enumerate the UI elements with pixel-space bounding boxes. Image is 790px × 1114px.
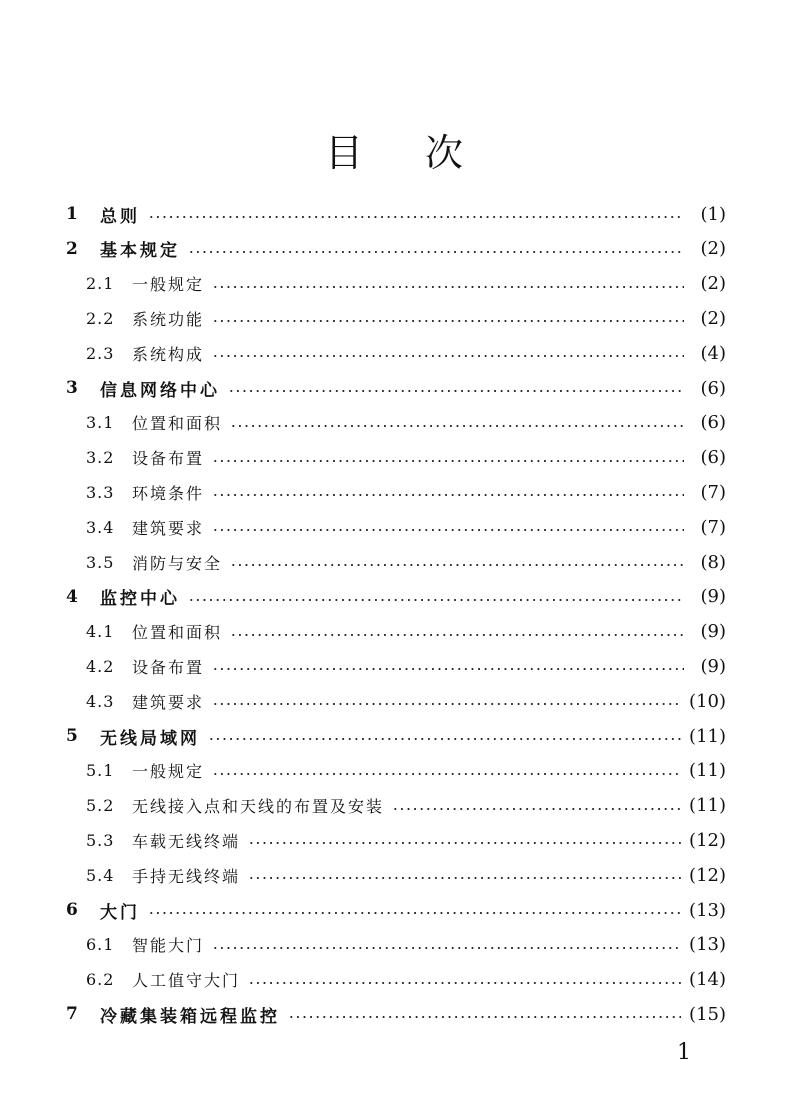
toc-entry-label: 一般规定 xyxy=(132,762,205,782)
toc-entry-label: 无线局域网 xyxy=(100,728,200,749)
toc-entry-page: (2) xyxy=(700,273,726,295)
toc-entry-number: 3.1 xyxy=(86,413,115,433)
toc-entry-page: (12) xyxy=(689,864,726,886)
dot-leader xyxy=(212,667,684,671)
toc-chapter-entry xyxy=(66,371,726,405)
toc-entry-label: 消防与安全 xyxy=(132,553,223,573)
toc-section-entry xyxy=(86,963,726,997)
toc-entry-number: 4 xyxy=(66,586,78,607)
toc-entry-number: 3.3 xyxy=(86,482,115,502)
toc-entry-number: 2.3 xyxy=(86,343,115,363)
toc-entry-page: (15) xyxy=(689,1003,726,1025)
toc-entry-label: 智能大门 xyxy=(132,936,205,956)
toc-entry-label: 一般规定 xyxy=(132,275,205,295)
toc-entry-label: 监控中心 xyxy=(100,589,180,610)
toc-entry-label: 设备布置 xyxy=(132,449,205,469)
toc-section-entry xyxy=(86,858,726,892)
toc-entry-label: 系统功能 xyxy=(132,309,205,329)
toc-entry-number: 1 xyxy=(66,204,78,224)
toc-entry-number: 2.1 xyxy=(86,274,115,294)
toc-entry-number: 5.2 xyxy=(86,796,115,816)
dot-leader xyxy=(212,354,684,358)
toc-entry-label: 手持无线终端 xyxy=(132,866,241,886)
toc-entry-label: 系统构成 xyxy=(132,344,205,364)
toc-entry-page: (10) xyxy=(689,690,726,712)
toc-entry-label: 环境条件 xyxy=(132,483,205,503)
dot-leader xyxy=(230,633,684,637)
toc-section-entry xyxy=(86,928,726,962)
toc-entry-number: 5.3 xyxy=(86,830,115,850)
toc-entry-number: 5 xyxy=(66,726,78,746)
toc-section-entry xyxy=(86,301,726,335)
dot-leader xyxy=(288,1015,681,1019)
toc-entry-page: (4) xyxy=(700,342,726,364)
toc-entry-page: (11) xyxy=(689,725,726,747)
toc-entry-number: 3.4 xyxy=(86,517,115,537)
toc-chapter-entry xyxy=(66,719,726,753)
toc-entry-page: (12) xyxy=(689,829,726,851)
dot-leader xyxy=(212,319,684,323)
toc-entry-label: 大门 xyxy=(100,902,140,923)
toc-entry-label: 人工值守大门 xyxy=(132,971,241,991)
toc-chapter-entry xyxy=(66,997,726,1031)
toc-entry-number: 3 xyxy=(66,378,78,398)
toc-entry-label: 建筑要求 xyxy=(132,692,205,712)
toc-entry-number: 2 xyxy=(66,238,78,259)
toc-entry-number: 6.1 xyxy=(86,935,115,955)
page-title xyxy=(0,122,790,177)
toc-chapter-entry xyxy=(66,232,726,266)
toc-entry-page: (9) xyxy=(700,586,726,608)
toc-entry-number: 4.2 xyxy=(86,656,115,676)
toc-entry-page: (7) xyxy=(700,481,726,503)
toc-entry-page: (9) xyxy=(700,655,726,677)
dot-leader xyxy=(248,841,681,845)
toc-entry-label: 总则 xyxy=(100,206,140,227)
dot-leader xyxy=(212,702,681,706)
toc-entry-number: 2.2 xyxy=(86,308,115,328)
toc-entry-page: (8) xyxy=(700,551,726,573)
dot-leader xyxy=(212,493,684,497)
toc-entry-number: 4.3 xyxy=(86,691,115,711)
toc-section-entry xyxy=(86,615,726,649)
dot-leader xyxy=(212,459,684,463)
dot-leader xyxy=(248,876,681,880)
dot-leader xyxy=(208,737,681,741)
dot-leader xyxy=(188,250,684,254)
toc-entry-page: (2) xyxy=(700,238,726,260)
toc-entry-label: 无线接入点和天线的布置及安装 xyxy=(132,797,385,817)
toc-section-entry xyxy=(86,510,726,544)
toc-section-entry xyxy=(86,267,726,301)
toc-entry-label: 位置和面积 xyxy=(132,623,223,643)
dot-leader xyxy=(230,424,684,428)
dot-leader xyxy=(212,772,681,776)
toc-chapter-entry xyxy=(66,893,726,927)
toc-entry-label: 设备布置 xyxy=(132,657,205,677)
toc-entry-page: (9) xyxy=(700,621,726,643)
toc-entry-page: (2) xyxy=(700,307,726,329)
dot-leader xyxy=(228,389,684,393)
title-part-1: 目 xyxy=(324,131,365,175)
dot-leader xyxy=(148,911,681,915)
toc-section-entry xyxy=(86,754,726,788)
toc-entry-number: 7 xyxy=(66,1004,78,1025)
toc-entry-label: 冷藏集装箱远程监控 xyxy=(100,1006,280,1027)
toc-entry-page: (14) xyxy=(689,969,726,991)
toc-entry-page: (6) xyxy=(700,377,726,399)
toc-entry-page: (13) xyxy=(689,899,726,921)
toc-entry-label: 建筑要求 xyxy=(132,518,205,538)
dot-leader xyxy=(248,981,681,985)
dot-leader xyxy=(212,285,684,289)
dot-leader xyxy=(188,598,684,602)
toc-entry-number: 6 xyxy=(66,900,78,920)
toc-section-entry xyxy=(86,475,726,509)
toc-chapter-entry xyxy=(66,580,726,614)
toc-entry-number: 3.2 xyxy=(86,448,115,468)
toc-entry-page: (6) xyxy=(700,412,726,434)
toc-section-entry xyxy=(86,789,726,823)
toc-section-entry xyxy=(86,441,726,475)
toc-entry-page: (13) xyxy=(689,934,726,956)
dot-leader xyxy=(212,528,684,532)
toc-section-entry xyxy=(86,336,726,370)
toc-section-entry xyxy=(86,649,726,683)
toc-section-entry xyxy=(86,406,726,440)
dot-leader xyxy=(148,215,684,219)
toc-entry-label: 车载无线终端 xyxy=(132,831,241,851)
toc-entry-page: (11) xyxy=(689,760,726,782)
toc-entry-label: 位置和面积 xyxy=(132,414,223,434)
dot-leader xyxy=(392,807,681,811)
toc-entry-number: 6.2 xyxy=(86,970,115,990)
toc-entry-label: 信息网络中心 xyxy=(100,380,220,401)
toc-entry-page: (7) xyxy=(700,516,726,538)
toc-chapter-entry xyxy=(66,197,726,231)
toc-entry-page: (6) xyxy=(700,447,726,469)
dot-leader xyxy=(230,563,684,567)
toc-entry-number: 5.4 xyxy=(86,865,115,885)
toc-section-entry xyxy=(86,684,726,718)
toc-entry-label: 基本规定 xyxy=(100,241,180,262)
toc-entry-page: (1) xyxy=(700,203,726,225)
title-part-2: 次 xyxy=(425,131,466,175)
dot-leader xyxy=(212,946,681,950)
toc-entry-page: (11) xyxy=(689,795,726,817)
toc-entry-number: 4.1 xyxy=(86,622,115,642)
toc-entry-number: 3.5 xyxy=(86,552,115,572)
toc-section-entry xyxy=(86,823,726,857)
toc-entry-number: 5.1 xyxy=(86,761,115,781)
toc-section-entry xyxy=(86,545,726,579)
page-number: 1 xyxy=(677,1040,691,1065)
